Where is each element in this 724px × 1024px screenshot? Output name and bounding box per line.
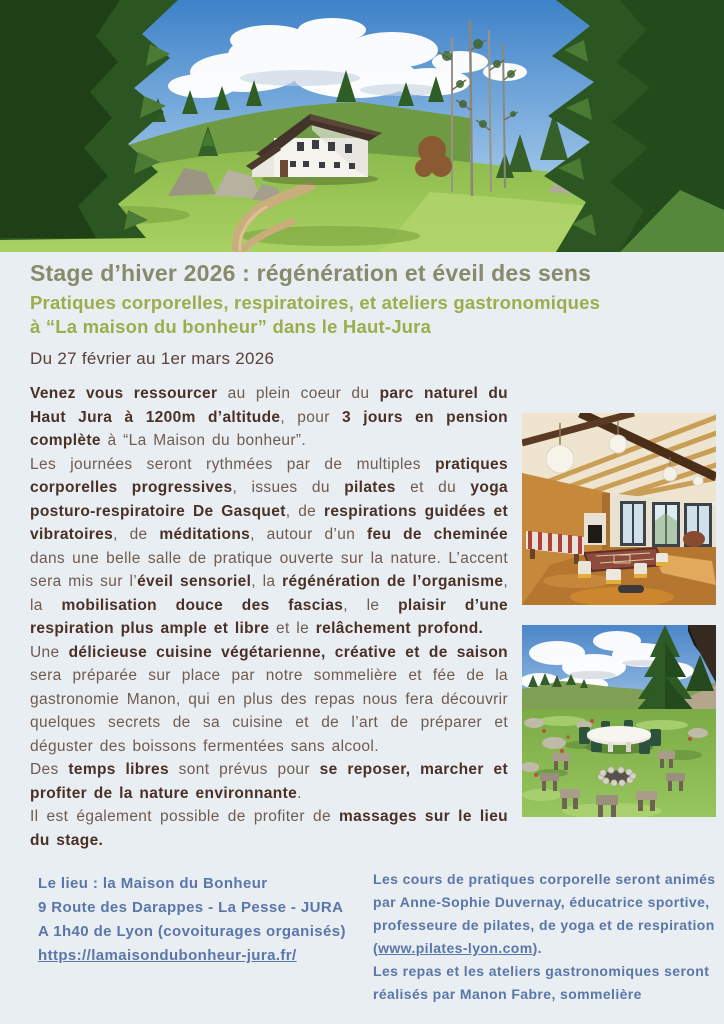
outdoor-photo [522,625,716,817]
event-dates: Du 27 février au 1er mars 2026 [30,348,275,368]
interior-photo-art [522,413,716,605]
venue-address: 9 Route des Darappes - La Pesse - JURA [38,899,344,916]
body-paragraph: Une délicieuse cuisine végétarienne, créative et de saison sera préparée sur place par notre sommelière et fée de la gastronomie Manon, qui en plus des repas nous fera découvrir quelques secrets de sa cuisine et de l’art de préparer et déguster des boissons fermentées sans alcool. [30,643,508,755]
page-subtitle [30,291,694,339]
venue-access: A 1h40 de Lyon (covoiturages organisés) [38,923,346,940]
page-title: Stage d’hiver 2026 : régénération et éveil des sens [30,260,592,286]
subtitle-line-1: Pratiques corporelles, respiratoires, et ateliers gastronomiques [30,292,601,314]
body-paragraph: Les journées seront rythmées par de multiples pratiques corporelles progressives, issues du pilates et du yoga posturo-respiratoire De Gasquet, de respirations guidées et vibratoires, de méditations, autour d’un feu de cheminée dans une belle salle de pratique ouverte sur la nature. L’accent sera mis sur l’éveil sensoriel, la régénération de l’organisme, la mobilisation douce des fascias, le plaisir d’une respiration plus ample et libre et le relâchement profond. [30,455,509,637]
venue-name: Le lieu : la Maison du Bonheur [38,875,268,892]
pilates-lyon-link[interactable]: www.pilates-lyon.com [378,940,533,956]
heading-block [30,260,694,369]
body-text [30,382,508,852]
hero-photo-art [0,0,724,252]
outdoor-photo-art [522,625,716,817]
subtitle-line-2: à “La maison du bonheur” dans le Haut-Jura [30,316,432,338]
venue-info [38,872,368,968]
venue-website-link[interactable]: https://lamaisondubonheur-jura.fr/ [38,947,297,964]
body-paragraph: Venez vous ressourcer au plein coeur du parc naturel du Haut Jura à 1200m d’altitude, pour 3 jours en pension complète à “La Maison du bonheur”. [30,385,509,449]
body-paragraph: Il est également possible de profiter de massages sur le lieu du stage. [30,808,508,849]
body-paragraph: Des temps libres sont prévus pour se reposer, marcher et profiter de la nature environnante. [30,761,508,802]
interior-photo [522,413,716,605]
hero-photo [0,0,724,252]
instructors-info: Les cours de pratiques corporelle seront animés par Anne-Sophie Duvernay, éducatrice sportive, professeure de pilates, de yoga et de respiration (www.pilates-lyon.com). Les repas et les ateliers gastronomiques seront réalisés par Manon Fabre, sommelière [373,871,716,1002]
